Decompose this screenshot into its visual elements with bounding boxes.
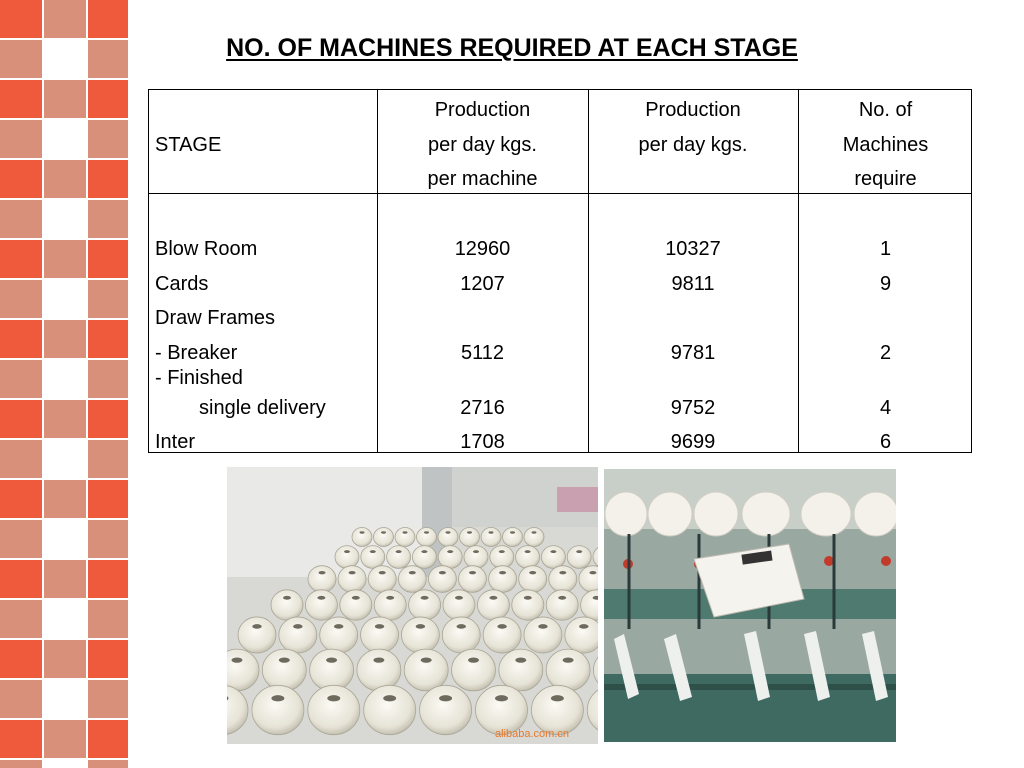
per-machine-value: 1207 <box>460 273 505 295</box>
per-machine-value: 12960 <box>454 238 511 260</box>
machines-value: 9 <box>879 273 892 295</box>
photo-watermark: alibaba.com.cn <box>495 728 569 740</box>
stage-label: Cards <box>155 273 209 295</box>
header-stage: STAGE <box>155 133 222 156</box>
stage-label: - Breaker <box>155 342 238 364</box>
yarn-cones-photo <box>227 467 598 744</box>
stage-label: - Finished <box>155 367 243 389</box>
per-day-value: 9781 <box>670 342 716 364</box>
per-day-value: 10327 <box>665 238 721 260</box>
header-production-per-machine: Production per day kgs. per machine <box>427 99 538 190</box>
page-title: NO. OF MACHINES REQUIRED AT EACH STAGE <box>226 34 798 62</box>
decorative-checkered-border <box>0 0 128 768</box>
per-machine-value: 1708 <box>460 431 505 453</box>
header-no-of-machines: No. of Machines require <box>842 99 929 190</box>
machines-value: 6 <box>879 431 892 453</box>
per-day-value: 9752 <box>670 397 716 419</box>
header-production-per-day: Production per day kgs. <box>638 99 748 156</box>
stage-label: single delivery <box>199 397 326 419</box>
per-day-value: 9811 <box>671 273 715 295</box>
per-day-value: 9699 <box>670 431 716 453</box>
stage-label: Draw Frames <box>155 307 276 329</box>
per-machine-value: 5112 <box>460 342 504 364</box>
stage-label: Inter <box>155 431 196 453</box>
machines-value: 4 <box>879 397 892 419</box>
machines-value: 1 <box>879 238 892 260</box>
machines-table <box>148 89 972 453</box>
machines-value: 2 <box>879 342 892 364</box>
stage-label: Blow Room <box>155 238 258 260</box>
per-machine-value: 2716 <box>460 397 505 419</box>
winding-machine-photo <box>604 469 896 742</box>
